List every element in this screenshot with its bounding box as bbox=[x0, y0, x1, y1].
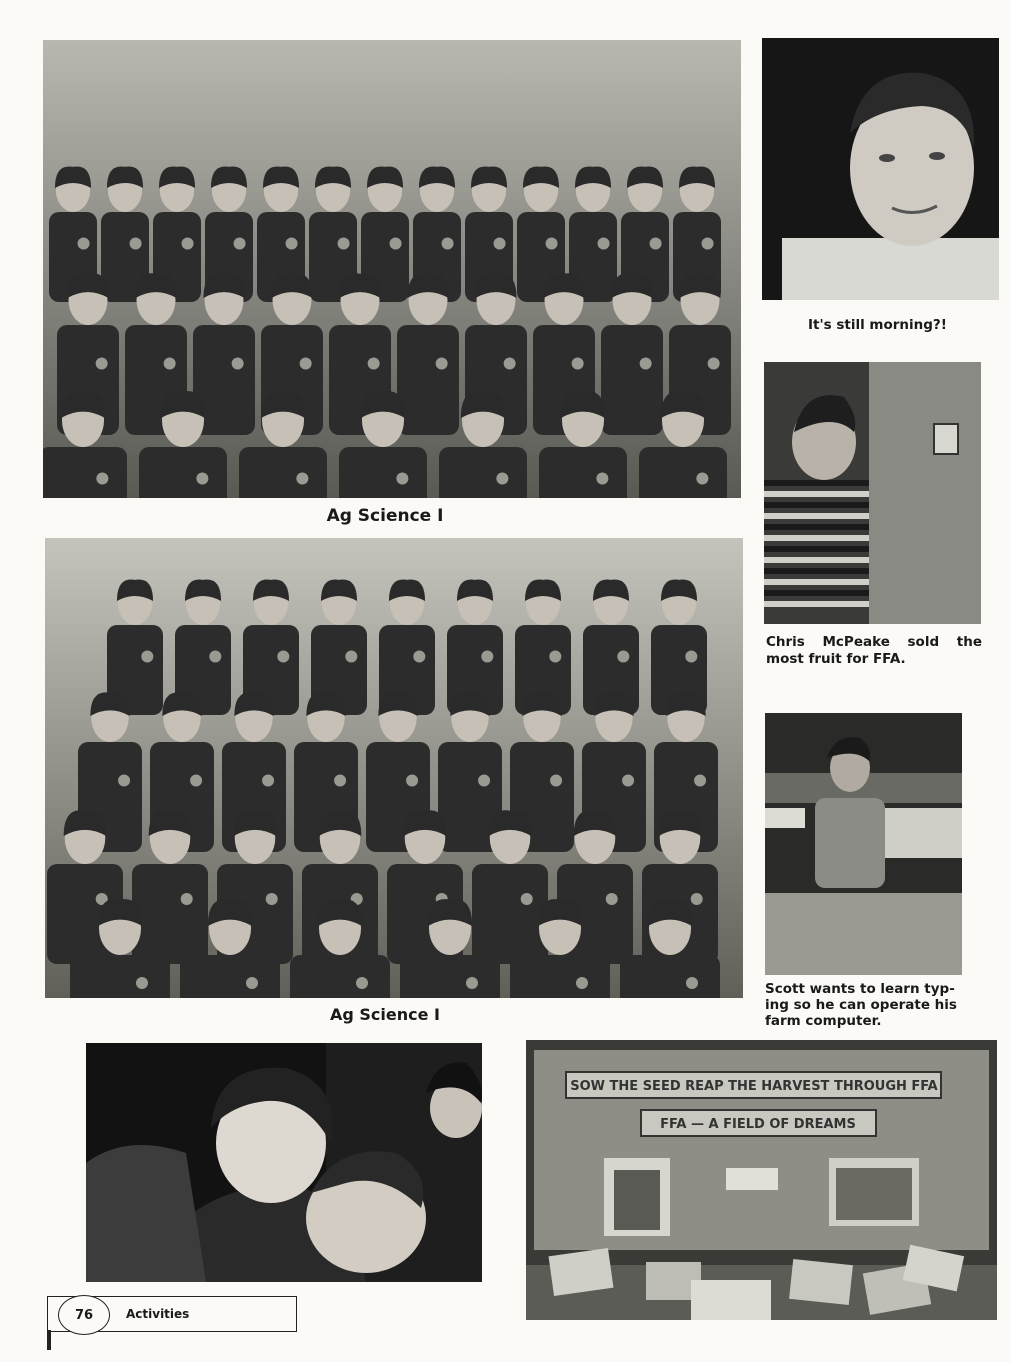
ffa-emblem bbox=[413, 651, 425, 663]
folio-rule bbox=[47, 1330, 51, 1350]
ffa-emblem bbox=[334, 775, 346, 787]
ffa-emblem bbox=[246, 977, 258, 989]
ffa-emblem bbox=[478, 775, 490, 787]
bulletin-banner-top: SOW THE SEED REAP THE HARVEST THROUGH FFA bbox=[570, 1079, 938, 1094]
student-figure bbox=[620, 955, 720, 998]
group-photo-ag-science-1 bbox=[43, 40, 741, 498]
bulletin-board-graphic bbox=[526, 1040, 997, 1320]
student-figure bbox=[439, 447, 527, 498]
ffa-emblem bbox=[141, 651, 153, 663]
ffa-emblem bbox=[262, 775, 274, 787]
student-figure bbox=[472, 864, 548, 964]
locker-caption-line-1: Chris McPeake sold the bbox=[766, 634, 982, 650]
typing-caption: Scott wants to learn typ- ing so he can operate his farm computer. bbox=[765, 981, 957, 1029]
ffa-emblem bbox=[390, 238, 402, 250]
ffa-emblem bbox=[686, 977, 698, 989]
shirt-stripe bbox=[764, 502, 869, 508]
shirt-stripe bbox=[764, 590, 869, 596]
ffa-emblem bbox=[596, 473, 608, 485]
ffa-emblem bbox=[96, 473, 108, 485]
ffa-emblem bbox=[396, 473, 408, 485]
ffa-emblem bbox=[708, 358, 720, 370]
ffa-emblem bbox=[702, 238, 714, 250]
student-figure bbox=[139, 447, 227, 498]
ffa-emblem bbox=[182, 238, 194, 250]
typing-photo bbox=[765, 713, 962, 975]
section-label: Activities bbox=[126, 1307, 190, 1321]
ffa-emblem bbox=[277, 651, 289, 663]
ffa-emblem bbox=[266, 893, 278, 905]
ffa-emblem bbox=[640, 358, 652, 370]
group-photo-1-caption: Ag Science I bbox=[326, 506, 444, 526]
ffa-emblem bbox=[296, 473, 308, 485]
ffa-emblem bbox=[300, 358, 312, 370]
student-figure bbox=[539, 447, 627, 498]
student-figure bbox=[339, 447, 427, 498]
ffa-emblem bbox=[494, 238, 506, 250]
student-figure bbox=[639, 447, 727, 498]
ffa-emblem bbox=[576, 977, 588, 989]
ffa-emblem bbox=[691, 893, 703, 905]
ffa-emblem bbox=[442, 238, 454, 250]
shirt-stripe bbox=[764, 601, 869, 607]
shirt-stripe bbox=[764, 568, 869, 574]
ffa-emblem bbox=[406, 775, 418, 787]
ffa-emblem bbox=[136, 977, 148, 989]
ffa-emblem bbox=[356, 977, 368, 989]
student-figure bbox=[239, 447, 327, 498]
locker-graphic bbox=[764, 362, 981, 624]
ffa-emblem bbox=[694, 775, 706, 787]
ffa-emblem bbox=[118, 775, 130, 787]
ffa-emblem bbox=[481, 651, 493, 663]
ffa-emblem bbox=[130, 238, 142, 250]
ffa-emblem bbox=[606, 893, 618, 905]
ffa-emblem bbox=[234, 238, 246, 250]
bulletin-banner-bottom: FFA — A FIELD OF DREAMS bbox=[660, 1117, 856, 1132]
ffa-emblem bbox=[617, 651, 629, 663]
ffa-emblem bbox=[696, 473, 708, 485]
student-figure bbox=[397, 325, 459, 435]
hug-graphic bbox=[86, 1043, 482, 1282]
typing-graphic bbox=[765, 713, 962, 975]
shirt-stripe bbox=[764, 524, 869, 530]
ffa-emblem bbox=[196, 473, 208, 485]
ffa-emblem bbox=[209, 651, 221, 663]
ffa-emblem bbox=[368, 358, 380, 370]
shirt-stripe bbox=[764, 546, 869, 552]
ffa-emblem bbox=[286, 238, 298, 250]
locker-photo bbox=[764, 362, 981, 624]
ffa-emblem bbox=[504, 358, 516, 370]
portrait-caption: It's still morning?! bbox=[808, 317, 947, 333]
shirt-stripe bbox=[764, 491, 869, 497]
ffa-emblem bbox=[181, 893, 193, 905]
ffa-emblem bbox=[622, 775, 634, 787]
portrait-graphic bbox=[762, 38, 999, 300]
student-figure bbox=[601, 325, 663, 435]
student-figure bbox=[400, 955, 500, 998]
shirt-stripe bbox=[764, 579, 869, 585]
group-photo-2-caption: Ag Science I bbox=[330, 1005, 440, 1024]
group-photo-ag-science-1-second bbox=[45, 538, 743, 998]
ffa-emblem bbox=[546, 238, 558, 250]
page-number: 76 bbox=[58, 1295, 110, 1335]
page-folio bbox=[47, 1296, 297, 1332]
shirt-stripe bbox=[764, 535, 869, 541]
ffa-emblem bbox=[550, 775, 562, 787]
ffa-emblem bbox=[436, 358, 448, 370]
student-figure bbox=[290, 955, 390, 998]
ffa-emblem bbox=[549, 651, 561, 663]
ffa-emblem bbox=[685, 651, 697, 663]
ffa-emblem bbox=[345, 651, 357, 663]
student-figure bbox=[43, 447, 127, 498]
ffa-emblem bbox=[598, 238, 610, 250]
shirt-stripe bbox=[764, 513, 869, 519]
ffa-emblem bbox=[190, 775, 202, 787]
ffa-emblem bbox=[572, 358, 584, 370]
ffa-emblem bbox=[521, 893, 533, 905]
ffa-emblem bbox=[466, 977, 478, 989]
ffa-emblem bbox=[232, 358, 244, 370]
portrait-photo bbox=[762, 38, 999, 300]
shirt-stripe bbox=[764, 557, 869, 563]
student-figure bbox=[510, 955, 610, 998]
shirt-stripe bbox=[764, 480, 869, 486]
student-figure bbox=[132, 864, 208, 964]
bulletin-board-photo bbox=[526, 1040, 997, 1320]
ffa-emblem bbox=[96, 358, 108, 370]
student-figure bbox=[180, 955, 280, 998]
ffa-emblem bbox=[496, 473, 508, 485]
ffa-emblem bbox=[650, 238, 662, 250]
ffa-emblem bbox=[338, 238, 350, 250]
ffa-emblem bbox=[78, 238, 90, 250]
locker-caption-line-2: most fruit for FFA. bbox=[766, 651, 906, 667]
ffa-emblem bbox=[164, 358, 176, 370]
student-figure bbox=[70, 955, 170, 998]
hug-photo bbox=[86, 1043, 482, 1282]
group-photo-2-graphic bbox=[45, 538, 743, 998]
group-photo-graphic bbox=[43, 40, 741, 498]
